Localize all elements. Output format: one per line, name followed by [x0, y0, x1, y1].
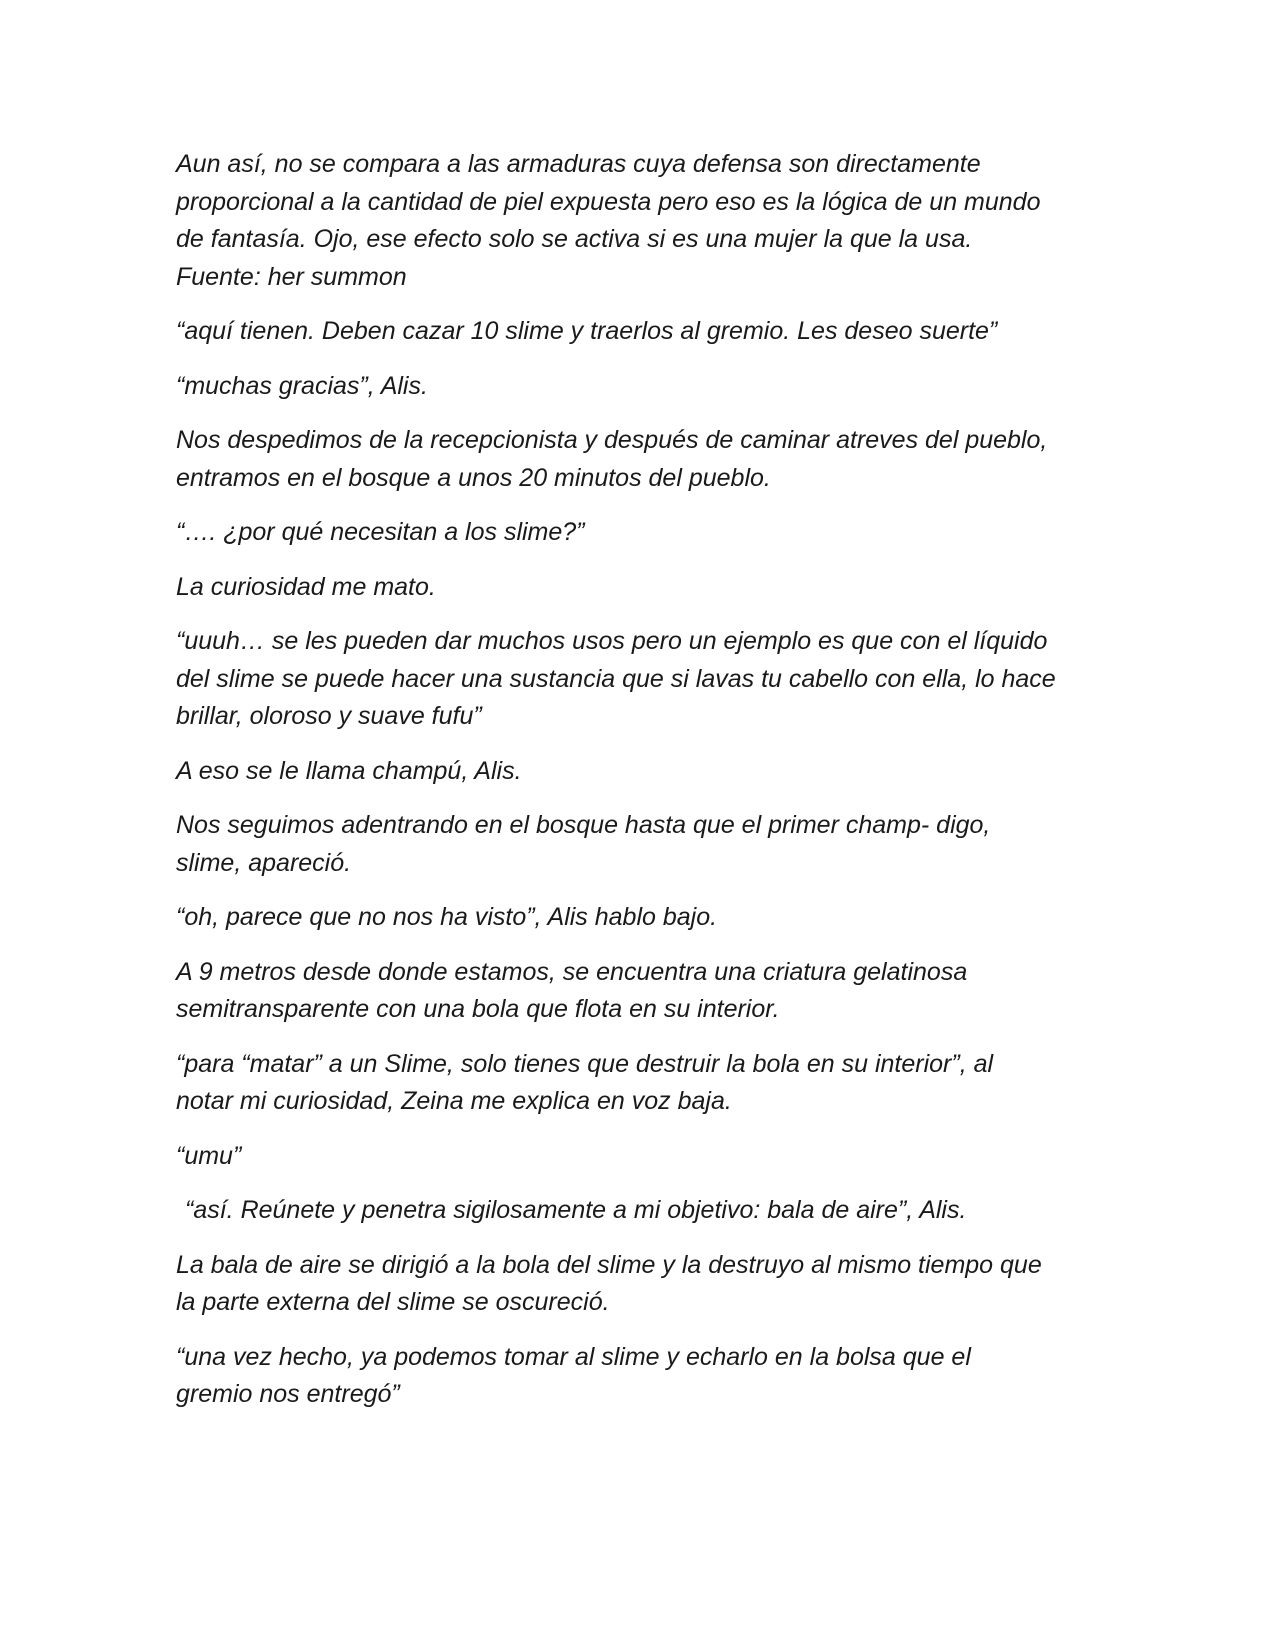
text-line: “así. Reúnete y penetra sigilosamente a mi objetivo: bala de aire”, Alis.: [185, 1196, 967, 1224]
paragraph: [176, 1138, 1106, 1176]
paragraph: [176, 422, 1106, 497]
paragraph: [176, 368, 1106, 406]
text-line: La curiosidad me mato.: [176, 572, 436, 601]
text-line: semitransparente con una bola que flota en su interior.: [176, 995, 780, 1023]
text-line: slime, apareció.: [176, 848, 352, 877]
paragraph: [176, 146, 1106, 296]
text-line: Fuente: her summon: [176, 262, 407, 291]
text-line: “para “matar” a un Slime, solo tienes que destruir la bola en su interior”, al: [176, 1049, 994, 1078]
paragraph: [176, 807, 1106, 882]
text-line: A eso se le llama champú, Alis.: [176, 756, 522, 785]
paragraph: [176, 313, 1106, 351]
text-line: “una vez hecho, ya podemos tomar al slime y echarlo en la bolsa que el: [176, 1342, 971, 1371]
paragraph: [176, 753, 1106, 791]
paragraph: [176, 1247, 1106, 1322]
text-line: Nos despedimos de la recepcionista y después de caminar atreves del pueblo,: [176, 426, 1048, 454]
text-line: “oh, parece que no nos ha visto”, Alis hablo bajo.: [176, 903, 718, 931]
paragraph: [176, 1046, 1106, 1121]
paragraph: [176, 569, 1106, 607]
body-text: [176, 146, 1106, 1431]
text-line: Nos seguimos adentrando en el bosque hasta que el primer champ- digo,: [176, 811, 991, 839]
text-line: brillar, oloroso y suave fufu”: [176, 702, 482, 730]
text-line: “aquí tienen. Deben cazar 10 slime y traerlos al gremio. Les deseo suerte”: [176, 317, 998, 345]
text-line: entramos en el bosque a unos 20 minutos del pueblo.: [176, 463, 771, 492]
text-line: La bala de aire se dirigió a la bola del slime y la destruyo al mismo tiempo que: [176, 1250, 1042, 1279]
text-line: proporcional a la cantidad de piel expuesta pero eso es la lógica de un mundo: [176, 187, 1041, 216]
text-line: del slime se puede hacer una sustancia que si lavas tu cabello con ella, lo hace: [176, 664, 1056, 693]
text-line: notar mi curiosidad, Zeina me explica en voz baja.: [176, 1087, 732, 1115]
paragraph: [176, 1339, 1106, 1414]
text-line: “umu”: [176, 1141, 242, 1170]
paragraph: [176, 1192, 1106, 1230]
text-line: gremio nos entregó”: [176, 1380, 400, 1408]
text-line: la parte externa del slime se oscureció.: [176, 1288, 610, 1316]
text-line: de fantasía. Ojo, ese efecto solo se activa si es una mujer la que la usa.: [176, 225, 973, 253]
paragraph: [176, 514, 1106, 552]
text-line: A 9 metros desde donde estamos, se encuentra una criatura gelatinosa: [176, 957, 968, 986]
paragraph: [176, 954, 1106, 1029]
paragraph: [176, 899, 1106, 937]
text-line: “…. ¿por qué necesitan a los slime?”: [176, 518, 585, 546]
text-line: Aun así, no se compara a las armaduras cuya defensa son directamente: [176, 150, 981, 178]
text-line: “uuuh… se les pueden dar muchos usos pero un ejemplo es que con el líquido: [176, 627, 1048, 655]
paragraph: [176, 623, 1106, 736]
text-line: “muchas gracias”, Alis.: [176, 371, 428, 400]
